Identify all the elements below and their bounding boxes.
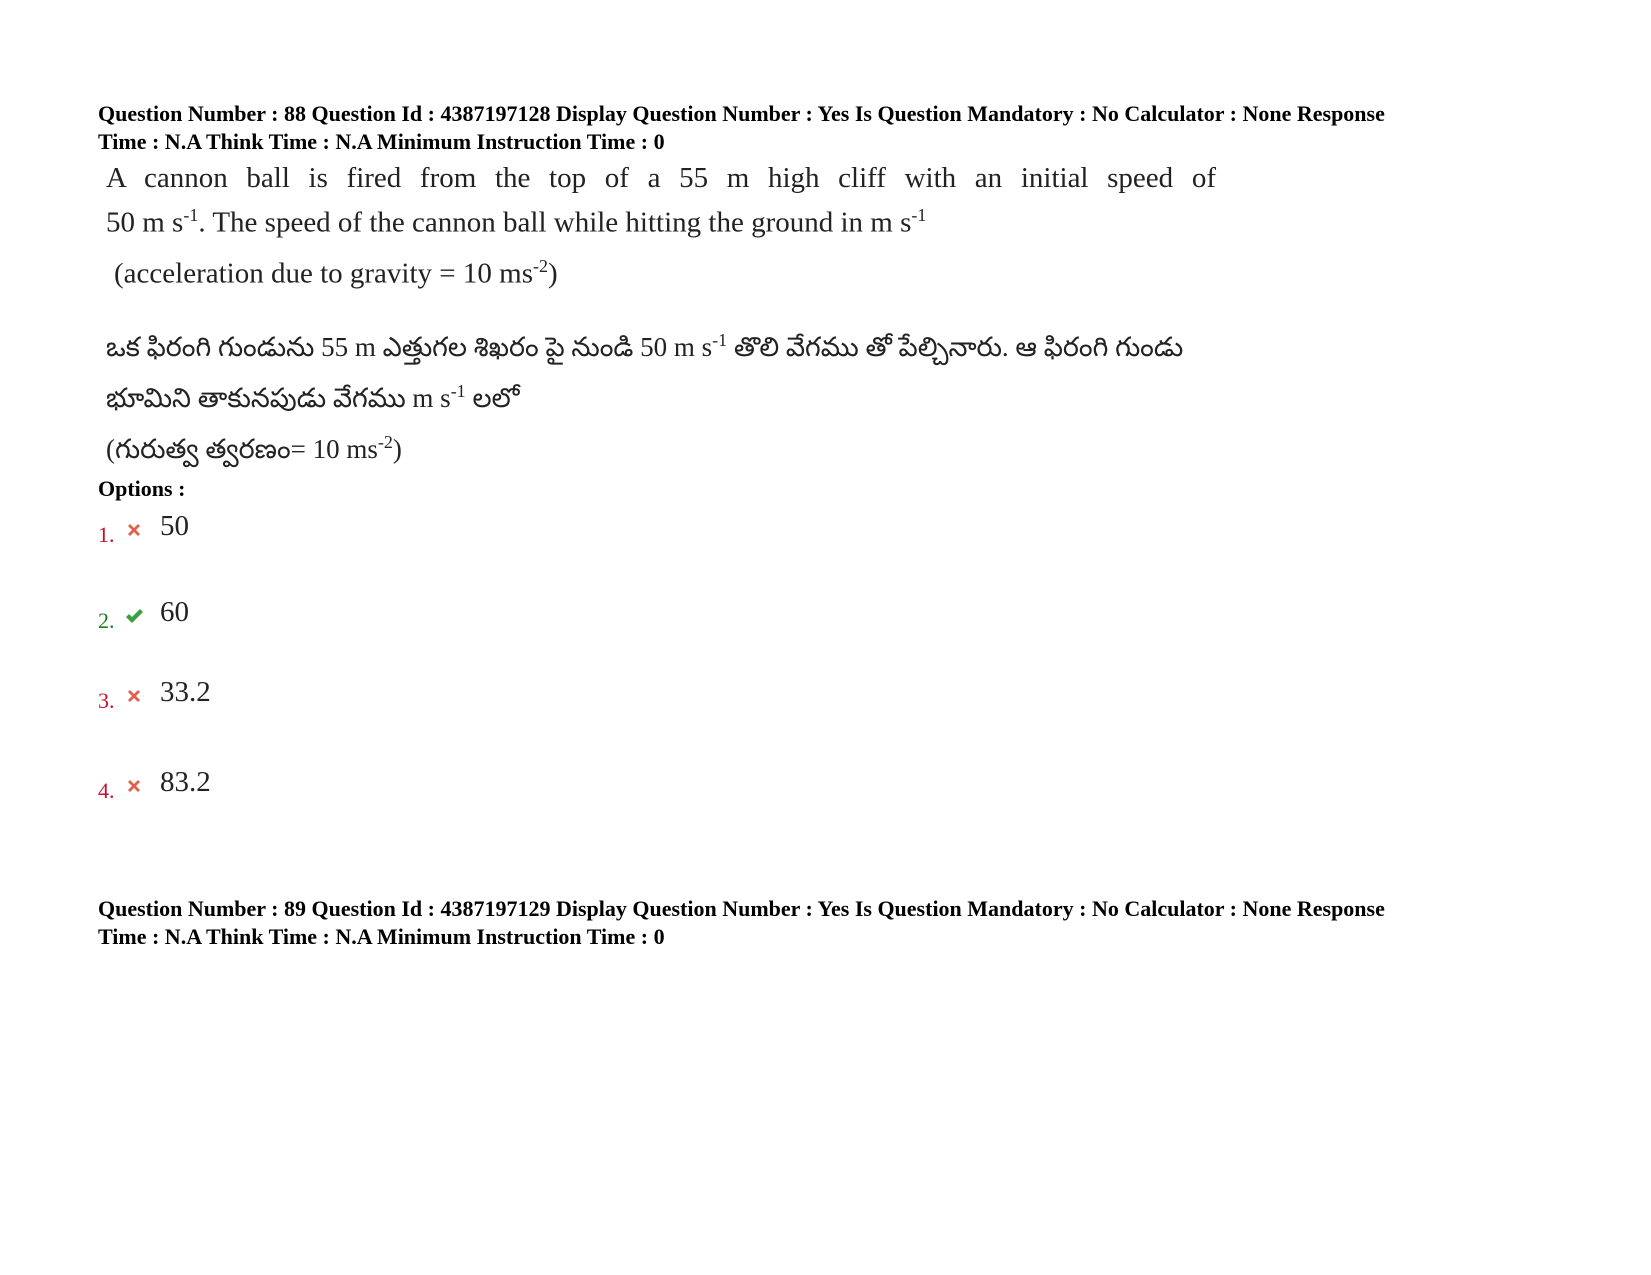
question-89-meta-line1: Question Number : 89 Question Id : 4387197129 Display Question Number : Yes Is Question Mandatory : No Calculator : None Response: [98, 896, 1385, 921]
option-value: 33.2: [160, 676, 211, 708]
question-88-metadata: [98, 100, 1578, 156]
question-english-line2: 50 m $s^{-1}$. The speed of the cannon ball while hitting the ground in m $s^{-1}$: [106, 205, 927, 239]
option-value: 83.2: [160, 766, 211, 798]
check-icon: [124, 606, 144, 626]
option-number: 3.: [98, 688, 115, 713]
question-telugu-line3: (గురుత్వ త్వరణం= 10 $ms^{-2}$): [106, 432, 402, 464]
question-88-english-text: [106, 160, 1216, 292]
question-88-telugu-text: [106, 318, 1216, 471]
options-label: Options :: [98, 476, 186, 501]
cross-icon: [124, 776, 144, 796]
question-english-line3: (acceleration due to gravity = 10 $ms^{-2}$): [114, 255, 558, 290]
option-value: 50: [160, 510, 189, 542]
cross-icon: [124, 686, 144, 706]
option-number: 2.: [98, 608, 115, 633]
question-telugu-line2: భూమిని తాకునపుడు వేగము m $s^{-1}$ లలో: [106, 381, 520, 413]
question-88-meta-line1: Question Number : 88 Question Id : 4387197128 Display Question Number : Yes Is Question Mandatory : No Calculator : None Response: [98, 101, 1385, 126]
question-89-metadata: [98, 895, 1578, 951]
question-89-meta-line2: Time : N.A Think Time : N.A Minimum Instruction Time : 0: [98, 924, 665, 949]
question-english-line1: A cannon ball is fired from the top of a 55 m high cliff with an initial speed of: [106, 162, 1216, 194]
cross-icon: [124, 520, 144, 540]
option-number: 1.: [98, 522, 115, 547]
question-88-meta-line2: Time : N.A Think Time : N.A Minimum Instruction Time : 0: [98, 129, 665, 154]
question-telugu-line1: ఒక ఫిరంగి గుండును 55 m ఎత్తుగల శిఖరం పై నుండి 50 m $s^{-1}$ తొలి వేగము తో పేల్చినారు. ఆ ఫిరంగి గుండు: [106, 330, 1184, 362]
option-value: 60: [160, 596, 189, 628]
option-number: 4.: [98, 778, 115, 803]
